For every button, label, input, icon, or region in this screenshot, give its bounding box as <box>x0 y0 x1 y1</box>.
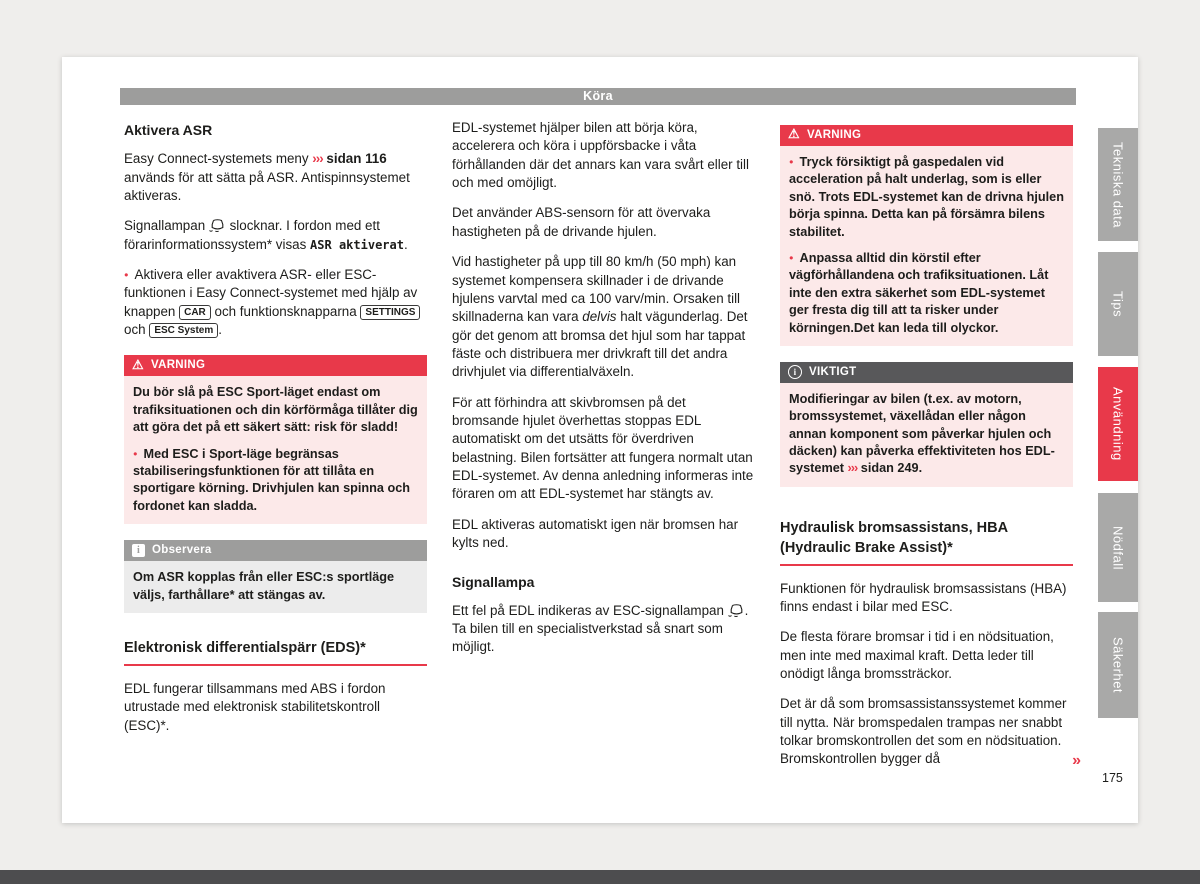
warning-box-body <box>780 146 1073 346</box>
text: Ett fel på EDL indikeras av ESC-signallampan <box>452 602 728 618</box>
paragraph: För att förhindra att skivbromsen på det bromsande hjulet överhettas stoppas EDL automatiskt om det utsätts för överdriven belastning. Bilen fortsätter att fungera normalt utan EDL-systemet. Av denna anledning informeras inte föraren om att EDL-systemet har stängts av. <box>452 394 754 502</box>
important-box-header <box>780 362 1073 383</box>
paragraph-easy-connect <box>124 150 427 205</box>
important-text <box>789 391 1064 478</box>
note-box-body <box>124 561 427 613</box>
viewer-bottom-bar <box>0 870 1200 884</box>
text: . <box>403 236 408 252</box>
paragraph-continued <box>780 695 1081 769</box>
text: Vid hastigheter på upp till 80 km/h (50 mph) kan systemet kompensera skillnader i de drivande hjulens varvtal med ca 100 varv/min. Orsaken till skillnaderna kan vara <box>452 254 741 325</box>
text: används för att sätta på ASR. Antispinnsystemet aktiveras. <box>124 169 410 203</box>
paragraph: Det använder ABS-sensorn för att övervaka hastigheten på de drivande hjulen. <box>452 205 711 239</box>
esc-warning-lamp-icon <box>728 603 745 618</box>
warning-box-esc-sport <box>124 355 427 524</box>
continuation-marker: » <box>1072 751 1081 769</box>
column-3 <box>780 119 1081 781</box>
info-circle-icon <box>788 365 802 379</box>
warning-box-header <box>124 355 427 376</box>
text: Modifieringar av bilen (t.ex. av motorn, bromssystemet, växellådan eller någon annan komponent som påverkar hjulen och däcken) kan påverka effektiviteten hos EDL-systemet <box>789 391 1055 476</box>
text: slocknar. I fordon med ett förarinformationssystem* visas <box>124 218 380 252</box>
paragraph: Funktionen för hydraulisk bromsassistans (HBA) finns endast i bilar med ESC. <box>780 580 1067 614</box>
warning-title: VARNING <box>806 128 862 141</box>
tab-label: Användning <box>1110 387 1126 461</box>
paragraph: EDL-systemet hjälper bilen att börja köra, accelerera och köra i uppförsbacke i våta förhållanden där det annars kan vara svårt eller till och med omöjligt. <box>452 120 749 191</box>
sidebar-tab-sakerhet[interactable] <box>1098 612 1138 718</box>
warning-box-edl <box>780 125 1073 346</box>
warning-text: Du bör slå på ESC Sport-läget endast om trafiksituationen och din körförmåga tillåter dig att göra det på ett säkert sätt: risk för sladd! <box>133 385 418 435</box>
sidebar-tab-tips[interactable] <box>1098 252 1138 356</box>
tab-label: Säkerhet <box>1110 636 1126 694</box>
important-title: VIKTIGT <box>809 365 857 378</box>
paragraph-signal-fault <box>452 602 754 657</box>
note-box-observera <box>124 540 427 613</box>
sidebar-tab-nodfall[interactable] <box>1098 493 1138 602</box>
bullet-icon <box>133 447 144 461</box>
text: Aktivera eller avaktivera ASR- eller ESC-funktionen i Easy Connect-systemet med hjälp av knappen <box>124 266 418 319</box>
bullet-icon <box>789 251 800 265</box>
warning-bullet-item <box>133 446 418 516</box>
bullet-icon <box>789 155 800 169</box>
note-box-header <box>124 540 427 561</box>
warning-box-header <box>780 125 1073 146</box>
text: Signallampan <box>124 218 209 234</box>
column-1 <box>124 119 427 747</box>
tab-label: Nödfall <box>1110 525 1126 570</box>
paragraph: EDL aktiveras automatiskt igen när bromsen har kylts ned. <box>452 516 739 551</box>
italic-text: delvis <box>582 309 617 325</box>
sidebar-tab-anvandning[interactable] <box>1098 367 1138 481</box>
chapter-title: Köra <box>583 89 613 103</box>
bullet-item-activate-asr <box>124 266 427 339</box>
paragraph-signallampa <box>124 217 427 254</box>
warning-bullet-item <box>789 250 1064 337</box>
note-text: Om ASR kopplas från eller ESC:s sportläge väljs, farthållare* att stängas av. <box>133 570 395 602</box>
warning-icon <box>132 358 144 375</box>
text: Det är då som bromsassistanssystemet kommer till nytta. När bromspedalen trampas ner snabbt tolkar bromskontrollen det som en nödsituation. Bromskontrollen bygger då <box>780 696 1067 767</box>
warning-text: Anpassa alltid din körstil efter vägförhållandena och trafiksituationen. Låt inte den extra säkerhet som EDL-systemet ger fresta dig till att ta risker under körningen.Det kan leda till olyckor. <box>789 250 1049 335</box>
esc-system-key-button: ESC System <box>149 323 218 338</box>
tab-label: Tips <box>1110 290 1126 318</box>
car-key-button: CAR <box>179 305 211 320</box>
manual-page <box>62 57 1138 823</box>
settings-key-button: SETTINGS <box>360 305 420 320</box>
page-ref-link[interactable]: sidan 249. <box>860 461 923 476</box>
text: Easy Connect-systemets meny <box>124 151 313 167</box>
text: . <box>218 322 222 338</box>
warning-icon <box>788 127 800 144</box>
page-ref-link[interactable]: sidan 116 <box>326 151 387 167</box>
column-2 <box>452 119 754 669</box>
info-icon <box>132 544 145 557</box>
display-text-asr-aktiverat: ASR aktiverat <box>310 237 404 252</box>
sidebar-tab-tekniska-data[interactable] <box>1098 128 1138 241</box>
important-box-viktigt <box>780 362 1073 487</box>
heading-signallampa: Signallampa <box>452 573 535 590</box>
bullet-icon <box>124 267 135 282</box>
page-number: 175 <box>1102 771 1123 785</box>
text: och <box>124 322 150 338</box>
esc-warning-lamp-icon <box>209 218 226 233</box>
heading-aktivera-asr: Aktivera ASR <box>124 122 213 138</box>
text: och funktionsknapparna <box>210 303 361 319</box>
warning-bullet-item <box>789 154 1064 241</box>
tab-label: Tekniska data <box>1110 141 1126 228</box>
paragraph: De flesta förare bromsar i tid i en nödsituation, men inte med maximal kraft. Detta leder till onödigt långa bromssträckor. <box>780 629 1054 682</box>
text: . Ta bilen till en specialistverkstad så snart som möjligt. <box>452 602 749 655</box>
heading-hba: Hydraulisk bromsassistans, HBA (Hydraulic Brake Assist)* <box>780 519 1073 566</box>
warning-text: Tryck försiktigt på gaspedalen vid acceleration på halt underlag, som is eller snö. Trots EDL-systemet kan de drivna hjulen börja spinna. Detta kan på försämra bilens stabilitet. <box>789 155 1064 239</box>
paragraph-edl-abs: EDL fungerar tillsammans med ABS i fordon utrustade med elektronisk stabilitetskontroll (ESC)*. <box>124 680 386 733</box>
warning-title: VARNING <box>150 359 206 372</box>
heading-eds: Elektronisk differentialspärr (EDS)* <box>124 639 427 666</box>
warning-box-body <box>124 376 427 524</box>
page-ref-arrows-icon: ››› <box>312 151 323 167</box>
text: halt vägunderlag. Det gör det genom att bromsa det hjul som har tappat fäste och distribuera mer drivkraft till det andra drivhjulet via differentialväxeln. <box>452 309 748 380</box>
page-ref-arrows-icon: ››› <box>847 461 858 476</box>
note-title: Observera <box>152 543 212 556</box>
paragraph <box>452 253 754 382</box>
warning-text: Med ESC i Sport-läge begränsas stabiliseringsfunktionen för att tillåta en sportigare körning. Drivhjulen kan spinna och fordonet kan sladda. <box>133 446 411 513</box>
important-box-body <box>780 383 1073 487</box>
chapter-header-bar <box>120 88 1076 105</box>
